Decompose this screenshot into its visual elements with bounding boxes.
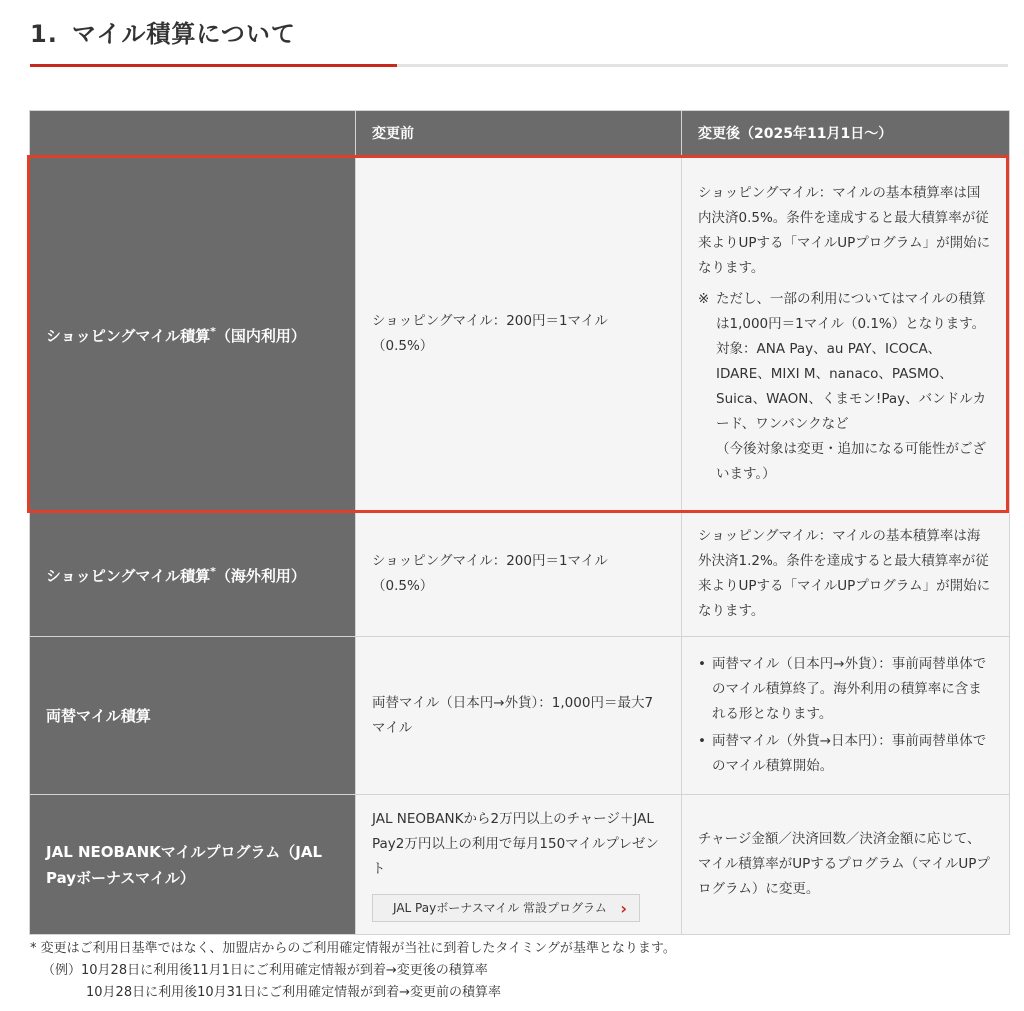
before-text-line: ショッピングマイル：200円＝1マイル — [372, 312, 608, 329]
before-text-line: ショッピングマイル：200円＝1マイル — [372, 553, 608, 569]
after-cell-shopping-overseas: ショッピングマイル：マイルの基本積算率は海外決済1.2%。条件を達成すると最大積算率が従来よりUPする「マイルUPプログラム」が開始になります。 — [682, 512, 1010, 637]
section-heading — [30, 14, 296, 49]
header-cell-item — [30, 111, 356, 156]
row-label-neobank: JAL NEOBANKマイルプログラム（JAL Payボーナスマイル） — [30, 795, 356, 935]
after-note — [698, 287, 993, 487]
footnote-example-2: 10月28日に利用後10月31日にご利用確定情報が到着→変更前の積算率 — [86, 985, 502, 1000]
after-bullet-list — [698, 652, 993, 779]
footnote-example-1: （例）10月28日に利用後11月1日にご利用確定情報が到着→変更後の積算率 — [42, 963, 488, 978]
section-title: マイル積算について — [71, 20, 296, 48]
before-cell-exchange: 両替マイル（日本円→外貨）：1,000円＝最大7マイル — [356, 637, 682, 795]
note-mark: ※ — [698, 290, 710, 307]
row-label-exchange: 両替マイル積算 — [30, 637, 356, 795]
footnote — [30, 938, 676, 1004]
before-cell-shopping-overseas — [356, 512, 682, 637]
comparison-table — [29, 110, 1010, 935]
before-text-line: （0.5%） — [372, 578, 434, 594]
row-label-text: ショッピングマイル積算 — [46, 567, 211, 585]
note-text: ただし、一部の利用についてはマイルの積算は1,000円＝1マイル（0.1%）となります。 — [716, 290, 986, 332]
list-item: • 両替マイル（外貨→日本円）：事前両替単体でのマイル積算開始。 — [698, 729, 993, 779]
before-cell-neobank — [356, 795, 682, 935]
note-extra: （今後対象は変更・追加になる可能性がございます。） — [716, 440, 986, 482]
table-row-shopping-overseas — [30, 512, 1010, 637]
before-text-line: （0.5%） — [372, 337, 434, 354]
after-cell-exchange — [682, 637, 1010, 795]
header-cell-after: 変更後（2025年11月1日〜） — [682, 111, 1010, 156]
before-cell-shopping-domestic — [356, 156, 682, 512]
table-row-shopping-domestic — [30, 156, 1010, 512]
row-label-shopping-overseas — [30, 512, 356, 637]
list-item: • 両替マイル（日本円→外貨）：事前両替単体でのマイル積算終了。海外利用の積算率に含まれる形となります。 — [698, 652, 993, 727]
section-number: 1. — [30, 20, 58, 48]
bonus-program-link-button[interactable] — [372, 894, 640, 922]
row-label-suffix: （国内利用） — [215, 326, 306, 345]
row-label-shopping-domestic — [30, 156, 356, 512]
table-row-exchange — [30, 637, 1010, 795]
note-target-list: 対象：ANA Pay、au PAY、ICOCA、IDARE、MIXI M、nanaco、PASMO、Suica、WAON、くまモン!Pay、バンドルカード、ワンバンクなど — [716, 340, 987, 432]
table-row-neobank — [30, 795, 1010, 935]
after-cell-neobank: チャージ金額／決済回数／決済金額に応じて、マイル積算率がUPするプログラム（マイルUPプログラム）に変更。 — [682, 795, 1010, 935]
table-header-row — [30, 111, 1010, 156]
footnote-mark: * — [210, 324, 216, 338]
footnote-mark: * — [210, 565, 216, 578]
chevron-right-icon: › — [620, 898, 627, 918]
header-cell-before: 変更前 — [356, 111, 682, 156]
row-label-text: ショッピングマイル積算 — [46, 326, 211, 345]
row-label-suffix: （海外利用） — [215, 567, 306, 585]
after-cell-shopping-domestic — [682, 156, 1010, 512]
heading-underline-accent — [30, 64, 397, 67]
before-text: JAL NEOBANKから2万円以上のチャージ＋JAL Pay2万円以上の利用で毎月150マイルプレゼント — [372, 811, 659, 877]
bonus-program-link-label: JAL Payボーナスマイル 常設プログラム — [393, 900, 607, 915]
footnote-main: * 変更はご利用日基準ではなく、加盟店からのご利用確定情報が当社に到着したタイミングが基準となります。 — [30, 941, 676, 956]
after-main-text: ショッピングマイル：マイルの基本積算率は国内決済0.5%。条件を達成すると最大積算率が従来よりUPする「マイルUPプログラム」が開始になります。 — [698, 184, 991, 276]
